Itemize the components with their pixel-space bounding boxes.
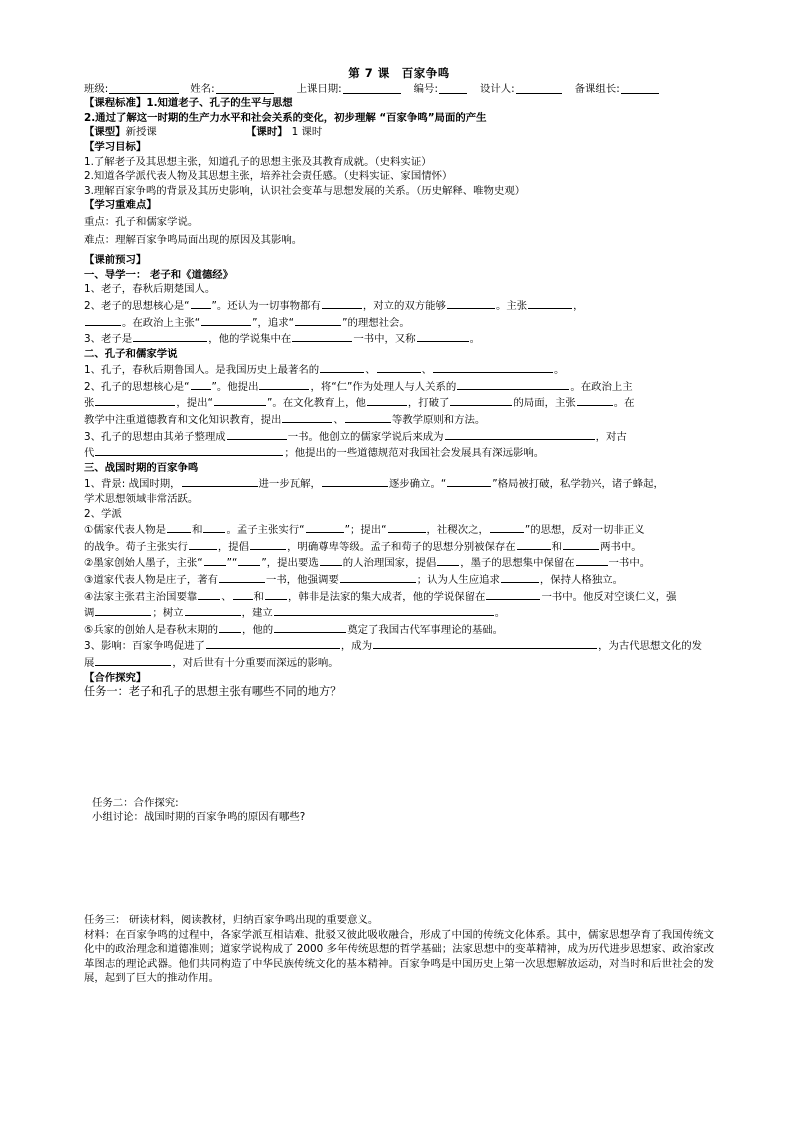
difficult-point: 难点：理解百家争鸣局面出现的原因及其影响。 (84, 233, 303, 246)
text: 、 (221, 590, 232, 603)
keypoints-label: 【学习重难点】 (84, 199, 157, 212)
fill-blank[interactable] (345, 411, 391, 423)
s3-school-2 (84, 554, 714, 571)
fill-blank[interactable] (201, 314, 251, 326)
text: 。孟子主张实行“ (226, 524, 305, 537)
fill-blank[interactable] (182, 475, 258, 487)
name-label: 姓名: (190, 82, 215, 95)
fill-blank[interactable] (417, 330, 469, 342)
s2-line-1 (84, 361, 714, 378)
fill-blank[interactable] (306, 521, 344, 533)
text: ，对古 (595, 430, 627, 443)
fill-blank[interactable] (322, 475, 388, 487)
text: ，明确尊卑等级。孟子和荀子的思想分别被保存在 (287, 540, 516, 553)
fill-blank[interactable] (219, 621, 241, 633)
text: ；他提出的一些道德规范对我国社会发展具有深远影响。 (284, 447, 545, 460)
text: 进一步瓦解， (258, 478, 321, 491)
goal-item: 1.了解老子及其思想主张，知道孔子的思想主张及其教育成就。（史料实证） (84, 155, 432, 168)
fill-blank[interactable] (85, 314, 121, 326)
text: 的人治理国家，提倡 (342, 557, 437, 570)
fill-blank[interactable] (95, 654, 171, 666)
text: 。 (553, 364, 565, 377)
fill-blank[interactable] (433, 361, 553, 373)
fill-blank[interactable] (282, 411, 332, 423)
s2-line-4 (84, 411, 714, 428)
text: ，对立的双方能够 (362, 299, 446, 312)
fill-blank[interactable] (367, 394, 407, 406)
text: 代 (84, 447, 95, 460)
fill-blank[interactable] (447, 475, 491, 487)
fill-blank[interactable] (203, 521, 225, 533)
worksheet-page (84, 66, 714, 986)
s3-school-1b (84, 538, 714, 555)
text: ；认为人生应追求 (416, 574, 500, 586)
s2-line-3 (84, 394, 714, 411)
leader-field[interactable] (621, 82, 659, 94)
fill-blank[interactable] (517, 538, 551, 550)
standard-item-2: 2.通过了解这一时期的生产力水平和社会关系的变化，初步理解 “百家争鸣”局面的产生 (84, 111, 487, 124)
fill-blank[interactable] (295, 314, 341, 326)
section-2-heading: 二、孔子和儒家学说 (84, 347, 178, 360)
s3-line-1 (84, 475, 714, 492)
fill-blank[interactable] (167, 521, 191, 533)
fill-blank[interactable] (445, 428, 595, 440)
text: 、 (365, 364, 376, 377)
text: ”，追求“ (252, 316, 295, 329)
text: 。在政治上主张“ (122, 316, 201, 329)
fill-blank[interactable] (214, 394, 266, 406)
text: 。在 (613, 397, 635, 410)
task-2-title: 任务二：合作探究: (92, 796, 179, 809)
s1-line-4 (84, 330, 714, 347)
task-2-answer-space[interactable] (84, 825, 714, 913)
task-2-body: 小组讨论：战国时期的百家争鸣的原因有哪些? (92, 811, 306, 824)
number-field[interactable] (439, 82, 467, 94)
fill-blank[interactable] (238, 554, 260, 566)
text: ，社稷次之， (426, 524, 489, 537)
course-hours-value: 1 课时 (291, 126, 323, 139)
text: ，为古代思想文化的发 (598, 640, 702, 653)
fill-blank[interactable] (340, 571, 416, 583)
text: ；树立 (152, 607, 184, 620)
standard-label: 【课程标准】 (84, 97, 147, 110)
text: 3、影响：百家争鸣促进了 (84, 640, 205, 653)
fill-blank[interactable] (377, 361, 421, 373)
lesson-title: 第 7 课 百家争鸣 (348, 66, 450, 80)
s3-influence-2 (84, 654, 714, 671)
text: ，提出“ (176, 397, 213, 410)
fill-blank[interactable] (437, 554, 459, 566)
task-3-material: 材料：在百家争鸣的过程中，各家学派互相诘难、批驳又彼此吸收融合，形成了中国的传统文化体系。其中，儒家思想孕育了我国传统文化中的政治理念和道德准则；道家学说构成了 2000 多年传统思想的哲学基础；法家思想中的变革精神，成为历代进步思想家、政治家改革图志的理论武器。他们共同构造了中华民族传统文化的基本精神。百家争鸣是中国历史上第一次思想解放运动，对当时和后世社会的发展，起到了巨大的推动作用。 (84, 928, 714, 985)
goal-item: 2.知道各学派代表人物及其思想主张，培养社会责任感。（史料实证、家国情怀） (84, 170, 453, 183)
fill-blank[interactable] (133, 330, 207, 342)
fill-blank[interactable] (191, 297, 211, 309)
class-field[interactable] (109, 82, 179, 94)
text: 和 (551, 540, 563, 553)
s3-influence-1 (84, 637, 714, 654)
text: ②墨家创始人墨子，主张“ (84, 557, 203, 570)
s3-school-3 (84, 571, 714, 588)
text: 、 (421, 364, 432, 377)
fill-blank[interactable] (501, 571, 539, 583)
text: ，提倡 (217, 540, 250, 553)
designer-field[interactable] (516, 82, 562, 94)
text: 一书中。 (608, 557, 651, 570)
text: 逐步确立。“ (388, 478, 447, 491)
fill-blank[interactable] (219, 571, 265, 583)
fill-blank[interactable] (447, 297, 495, 309)
fill-blank[interactable] (486, 588, 540, 600)
s2-line-6 (84, 444, 714, 461)
text: ③道家代表人物是庄子，著有 (84, 574, 219, 586)
fill-blank[interactable] (528, 297, 572, 309)
fill-blank[interactable] (233, 588, 253, 600)
text: ，打破了 (407, 397, 450, 410)
fill-blank[interactable] (206, 637, 340, 649)
text: 和 (253, 590, 265, 603)
text: ”“ (226, 557, 238, 570)
s1-line-2 (84, 297, 714, 314)
fill-blank[interactable] (274, 604, 494, 616)
task-1: 任务一：老子和孔子的思想主张有哪些不同的地方？ (84, 685, 342, 699)
course-type-value: 新授课 (125, 126, 157, 139)
text: ”的思想，反对一切非正义 (524, 524, 645, 537)
text: 。主张 (495, 299, 528, 312)
text: ”。他提出 (211, 380, 259, 393)
text: ，他的学说集中在 (208, 333, 292, 346)
number-label: 编号: (413, 82, 438, 95)
fill-blank[interactable] (320, 361, 364, 373)
fill-blank[interactable] (388, 521, 426, 533)
text: 两书中。 (600, 540, 642, 553)
text: 3、老子是 (84, 333, 133, 346)
fill-blank[interactable] (198, 588, 220, 600)
text: ，对后世有十分重要而深远的影响。 (172, 656, 339, 669)
fill-blank[interactable] (204, 554, 226, 566)
s3-school-1 (84, 521, 714, 538)
text: 教学中注重道德教育和文化知识教育，提出 (84, 414, 282, 427)
text: 。在政治上主 (570, 380, 633, 393)
fill-blank[interactable] (490, 521, 524, 533)
fill-blank[interactable] (292, 330, 352, 342)
text: ，成为 (340, 640, 373, 653)
text: ，墨子的思想集中保留在 (460, 557, 575, 570)
text: ，韩非是法家的集大成者，他的学说保留在 (288, 590, 486, 603)
fill-blank[interactable] (320, 554, 342, 566)
leader-label: 备课组长: (574, 82, 620, 95)
goal-item: 3.理解百家争鸣的背景及其历史影响，认识社会变革与思想发展的关系。（历史解释、唯物史观） (84, 184, 526, 197)
text: 和 (192, 524, 203, 537)
text: ，保持人格独立。 (539, 574, 623, 586)
s1-line-1: 1、老子，春秋后期楚国人。 (84, 283, 216, 296)
fill-blank[interactable] (274, 621, 346, 633)
header-info-row (84, 82, 714, 97)
text: 3、孔子的思想由其弟子整理成 (84, 430, 226, 443)
fill-blank[interactable] (563, 538, 599, 550)
text: 张 (84, 397, 95, 410)
text: 的战争。荀子主张实行 (84, 540, 188, 553)
text: ”。在文化教育上，他 (266, 397, 366, 410)
s2-line-5 (84, 428, 714, 445)
designer-label: 设计人: (479, 82, 515, 95)
text: 一书，他强调要 (266, 574, 339, 586)
task-3-title: 任务三： 研读材料，阅读教材，归纳百家争鸣出现的重要意义。 (84, 913, 379, 926)
text: ④法家主张君主治国要靠 (84, 590, 198, 603)
coop-label: 【合作探究】 (84, 671, 147, 684)
task-1-answer-space[interactable] (84, 700, 714, 796)
date-label: 上课日期: (296, 82, 342, 95)
date-field[interactable] (343, 82, 401, 94)
key-point: 重点：孔子和儒家学说。 (84, 215, 199, 228)
text: ，将“仁”作为处理人与人关系的 (310, 380, 457, 393)
course-type-label: 【课型】 (84, 126, 126, 139)
class-label: 班级: (84, 82, 109, 95)
s2-line-2 (84, 378, 714, 395)
text: ， (573, 299, 584, 312)
text: 。 (469, 333, 481, 346)
fill-blank[interactable] (259, 378, 309, 390)
course-hours-label: 【课时】 (246, 126, 288, 139)
text: 的局面，主张 (513, 397, 576, 410)
fill-blank[interactable] (373, 637, 597, 649)
fill-blank[interactable] (457, 378, 569, 390)
fill-blank[interactable] (191, 378, 211, 390)
text: ”。还认为一切事物都有 (211, 299, 321, 312)
text: ”，提出要选 (261, 557, 319, 570)
preview-label: 【课前预习】 (84, 254, 147, 267)
section-3-heading: 三、战国时期的百家争鸣 (84, 461, 199, 474)
fill-blank[interactable] (265, 588, 287, 600)
text: 奠定了我国古代军事理论的基础。 (347, 623, 504, 636)
text: 2、老子的思想核心是“ (84, 299, 190, 312)
text: ，他的 (242, 623, 274, 636)
s3-line-3: 2、学派 (84, 507, 122, 520)
standard-item-1: 1.知道老子、孔子的生平与思想 (146, 97, 293, 110)
text: 1、背景: 战国时期， (84, 478, 181, 491)
text: ⑤兵家的创始人是春秋末期的 (84, 623, 219, 636)
text: 、 (333, 414, 344, 427)
fill-blank[interactable] (576, 554, 608, 566)
section-1-heading: 一、导学一： 老子和《道德经》 (84, 268, 234, 281)
fill-blank[interactable] (95, 394, 175, 406)
text: 2、孔子的思想核心是“ (84, 380, 190, 393)
text: ，建立 (241, 607, 273, 620)
fill-blank[interactable] (189, 538, 217, 550)
text: ”；提出“ (344, 524, 387, 537)
text: 1、孔子，春秋后期鲁国人。是我国历史上最著名的 (84, 364, 320, 377)
fill-blank[interactable] (185, 604, 241, 616)
fill-blank[interactable] (95, 444, 283, 456)
s3-school-5 (84, 621, 714, 638)
text: ”的理想社会。 (342, 316, 410, 329)
fill-blank[interactable] (250, 538, 286, 550)
text: 展 (84, 656, 95, 669)
s3-school-4b (84, 604, 714, 621)
fill-blank[interactable] (450, 394, 512, 406)
s1-line-3 (84, 314, 714, 331)
text: ”格局被打破，私学勃兴，诸子蜂起， (492, 478, 664, 491)
text: 一书中。他反对空谈仁义，强 (541, 590, 677, 603)
fill-blank[interactable] (322, 297, 362, 309)
text: 。 (494, 607, 506, 620)
course-standard (84, 96, 714, 111)
s3-line-2: 学术思想领域非常活跃。 (84, 493, 199, 506)
fill-blank[interactable] (227, 428, 287, 440)
fill-blank[interactable] (95, 604, 151, 616)
text: 一书。他创立的儒家学说后来成为 (287, 430, 444, 443)
s3-school-4 (84, 588, 714, 605)
text: 等教学原则和方法。 (391, 414, 486, 427)
goals-label: 【学习目标】 (84, 140, 147, 153)
text: 调 (84, 607, 95, 620)
text: ①儒家代表人物是 (84, 524, 167, 537)
name-field[interactable] (216, 82, 274, 94)
text: 一书中，又称 (353, 333, 416, 346)
course-type-row (84, 125, 714, 140)
fill-blank[interactable] (577, 394, 613, 406)
